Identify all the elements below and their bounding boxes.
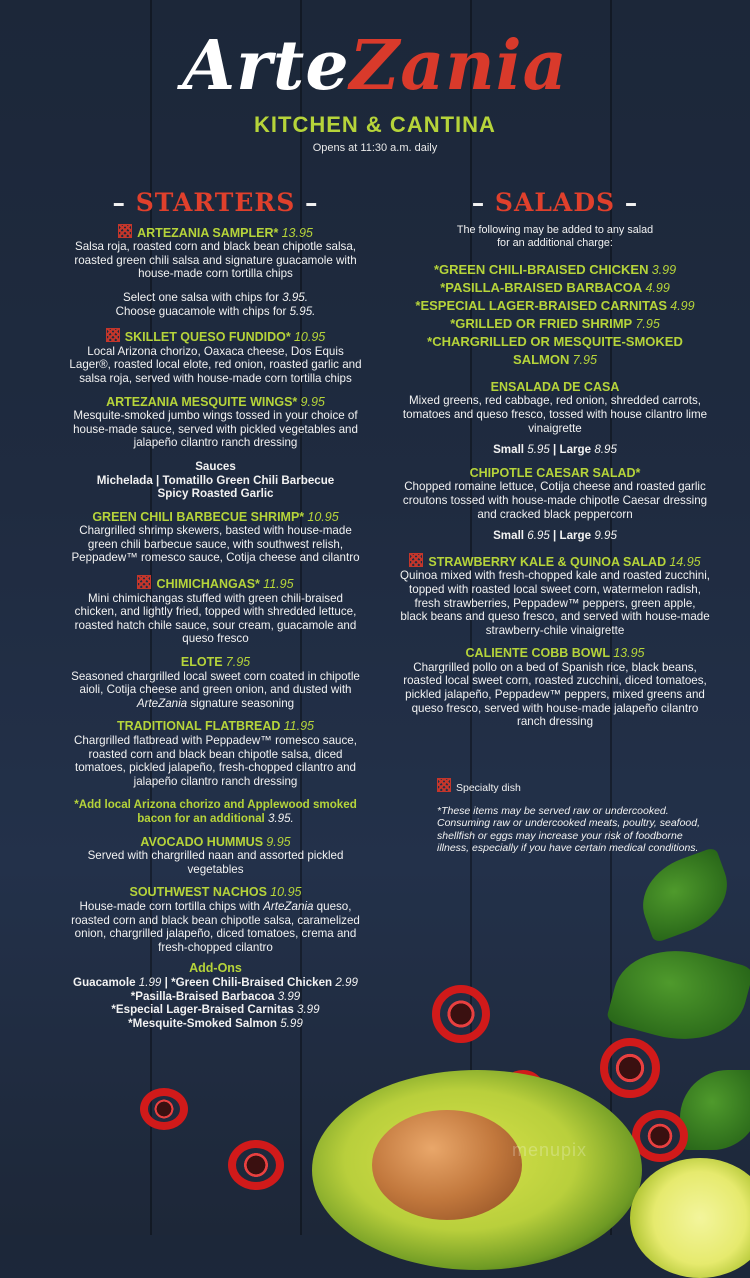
menu-item-wings: ARTEZANIA MESQUITE WINGS* 9.95 Mesquite-smoked jumbo wings tossed in your choice of house-made sauce, served with pickled vegetables and jalapeño cilantro ranch dressing Sauces Michelada | Tomatillo Green Chili Barbecue Spicy Roasted Garlic [73,394,358,501]
watermark: menupix [512,1140,588,1160]
legend: Specialty dish *These items may be served raw or undercooked. Consuming raw or undercooked meats, poultry, seafood, shellfish or eggs may increase your risk of foodborne illness, especially if you have certain medical conditions. [437,778,717,855]
cilantro-leaf [680,1070,750,1150]
pepper-ring [432,985,490,1043]
menu-item-caesar: CHIPOTLE CAESAR SALAD* Chopped romaine lettuce, Cotija cheese and roasted garlic croutons tossed with house-made chipotle Caesar dressing and cracked black peppercorn Small 6.95 | Large 9.95 [402,465,708,543]
specialty-icon [106,328,120,342]
logo: ArteZania [182,26,568,106]
menu-item-ensalada: ENSALADA DE CASA Mixed greens, red cabbage, red onion, shredded carrots, tomatoes and queso fresco, tossed with house cilantro lime vinaigrette Small 5.95 | Large 8.95 [402,379,708,457]
menu-item-flatbread: TRADITIONAL FLATBREAD 11.95 Chargrilled flatbread with Peppadew™ romesco sauce, roasted corn and black bean chipotle salsa, diced tomatoes, pickled jalapeño, fresh-chopped cilantro and jalapeño cilantro ranch dressing *Add local Arizona chorizo and Applewood smoked bacon for an additional 3.95. [74,719,357,825]
menu-item-queso: SKILLET QUESO FUNDIDO* 10.95 Local Arizona chorizo, Oaxaca cheese, Dos Equis Lager®, roasted local elote, red onion, roasted garlic and salsa roja, served with house-made corn tortilla chips [69,330,362,385]
pepper-ring [632,1110,688,1162]
pepper-ring [228,1140,284,1190]
salads-column [400,188,710,739]
pepper-ring [600,1038,660,1098]
menu-item-kale-salad: STRAWBERRY KALE & QUINOA SALAD 14.95 Quinoa mixed with fresh-chopped kale and roasted zucchini, topped with roasted local sweet corn, watermelon radish, fresh strawberries, Peppadew™ peppers, green apple, black beans and queso fresco, and served with house-made strawberry-chile vinaigrette [400,554,710,637]
salads-title: – SALADS – [471,188,639,217]
menu-item-shrimp: GREEN CHILI BARBECUE SHRIMP* 10.95 Chargrilled shrimp skewers, basted with house-made green chili barbecue sauce, with southwest relish, Peppadew™ romesco sauce, Cotija cheese and cilantro [71,509,360,565]
opening-hours: Opens at 11:30 a.m. daily [312,142,438,154]
menu-item-cobb-bowl: CALIENTE COBB BOWL 13.95 Chargrilled pollo on a bed of Spanish rice, black beans, roasted local sweet corn, roasted zucchini, diced tomatoes, pickled jalapeño, Peppadew™ peppers, mixed greens and queso fresco, served with house-made jalapeño cilantro ranch dressing [403,646,707,729]
menu-item-nachos: SOUTHWEST NACHOS 10.95 House-made corn tortilla chips with ArteZania queso, roasted corn and black bean chipotle salsa, caramelized onion, chargrilled jalapeño, diced tomatoes, crema and fresh-chopped cilantro Add-Ons Guacamole 1.99 | *Green Chili-Braised Chicken 2.99 *Pasilla-Braised Barbacoa 3.99 *Especial Lager-Braised Carnitas 3.99 *Mesquite-Smoked Salmon 5.99 [71,885,360,1030]
raw-food-disclaimer: *These items may be served raw or undercooked. Consuming raw or undercooked meats, poultry, seafood, shellfish or eggs may increase your risk of foodborne illness, especially if you have certain medical conditions. [437,804,701,854]
menu-item-chimichangas: CHIMICHANGAS* 11.95 Mini chimichangas stuffed with green chili-braised chicken, and lightly fried, topped with shredded lettuce, roasted hatch chile sauce, sour cream, guacamole and queso fresco [74,577,357,646]
starters-column [68,188,363,1040]
salads-intro: The following may be added to any salad for an additional charge: [456,223,654,250]
specialty-icon [409,553,423,567]
specialty-icon [137,575,151,589]
menu-item-sampler: ARTEZANIA SAMPLER* 13.95 Salsa roja, roasted corn and black bean chipotle salsa, roasted green chili salsa and signature guacamole with house-made corn tortilla chips [74,225,357,281]
menu-header [0,26,750,154]
salad-add-ons: *GREEN CHILI-BRAISED CHICKEN 3.99 *PASILLA-BRAISED BARBACOA 4.99 *ESPECIAL LAGER-BRAISED CARNITAS 4.99 *GRILLED OR FRIED SHRIMP 7.95 *CHARGRILLED OR MESQUITE-SMOKED SALMON 7.95 [415,261,695,367]
starters-title: – STARTERS – [112,188,319,217]
lime-slice [630,1158,750,1278]
subtitle: KITCHEN & CANTINA [254,112,496,137]
specialty-icon [437,778,451,792]
avocado-pit [372,1110,522,1220]
specialty-icon [118,224,132,238]
sampler-notes: Select one salsa with chips for 3.95. Choose guacamole with chips for 5.95. [115,290,316,318]
pepper-ring [140,1088,188,1130]
cilantro-leaf [631,847,740,944]
menu-item-elote: ELOTE 7.95 Seasoned chargrilled local sweet corn coated in chipotle aioli, Cotija cheese and green onion, and dusted with ArteZania signature seasoning [71,655,360,710]
menu-item-hummus: AVOCADO HUMMUS 9.95 Served with chargrilled naan and assorted pickled vegetables [87,834,344,876]
